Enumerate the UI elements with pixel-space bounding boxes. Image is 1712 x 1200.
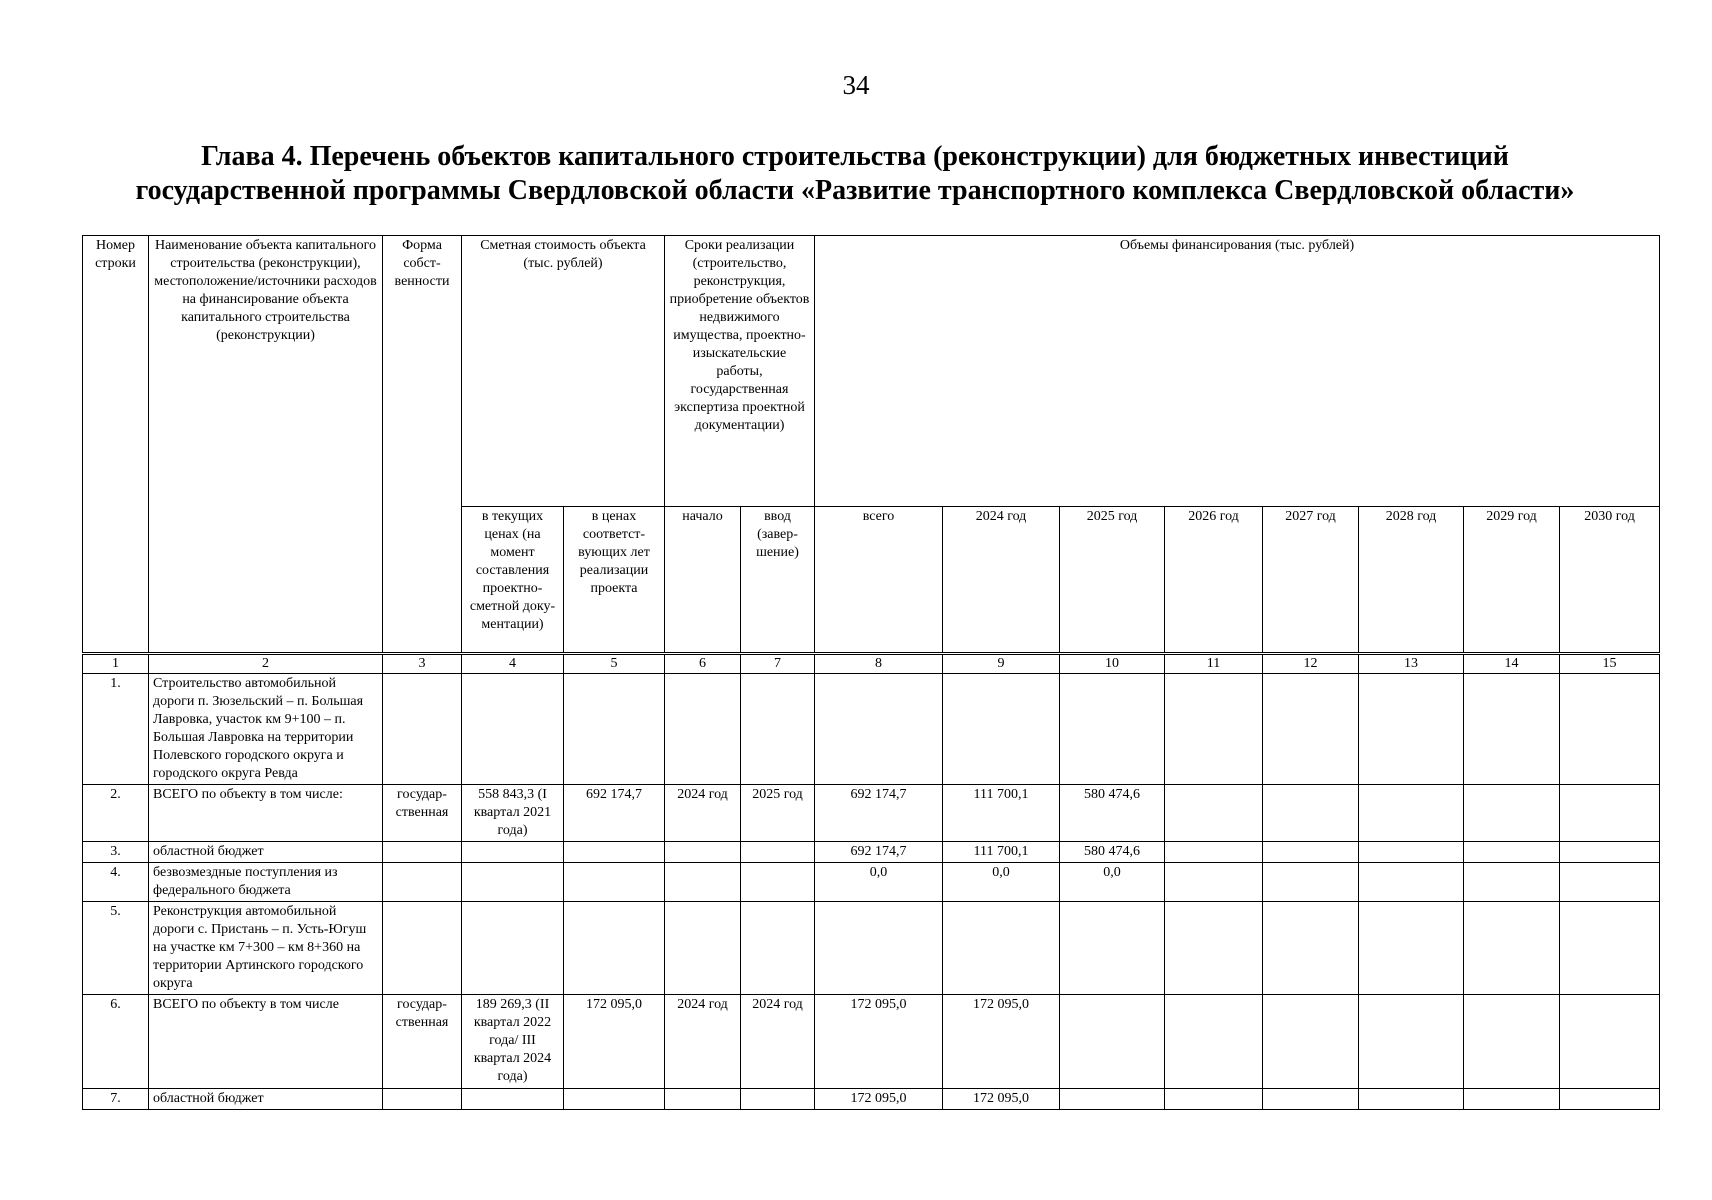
table-cell — [1464, 902, 1560, 995]
column-number-cell: 8 — [815, 655, 943, 674]
table-cell — [1464, 674, 1560, 785]
table-cell — [383, 863, 462, 902]
table-cell — [815, 674, 943, 785]
table-cell — [1263, 842, 1359, 863]
table-cell — [1560, 842, 1660, 863]
row-number-cell: 1. — [83, 674, 149, 785]
table-cell — [815, 902, 943, 995]
table-cell — [1560, 785, 1660, 842]
table-cell — [665, 902, 741, 995]
table-cell — [1263, 674, 1359, 785]
table-cell: 580 474,6 — [1060, 842, 1165, 863]
header-year: 2024 год — [943, 507, 1060, 653]
table-cell: 111 700,1 — [943, 842, 1060, 863]
table-cell: 0,0 — [815, 863, 943, 902]
table-cell — [1464, 995, 1560, 1089]
header-year: 2030 год — [1560, 507, 1660, 653]
column-number-cell: 2 — [149, 655, 383, 674]
column-number-cell: 4 — [462, 655, 564, 674]
table-cell — [741, 1089, 815, 1110]
table-cell — [1060, 1089, 1165, 1110]
table-cell: 111 700,1 — [943, 785, 1060, 842]
table-cell — [741, 674, 815, 785]
row-number-cell: 7. — [83, 1089, 149, 1110]
column-number-cell: 13 — [1359, 655, 1464, 674]
table-cell — [665, 863, 741, 902]
table-cell: государ-ственная — [383, 995, 462, 1089]
table-cell — [665, 1089, 741, 1110]
column-number-row — [83, 655, 1660, 674]
object-name-cell: областной бюджет — [149, 842, 383, 863]
table-cell — [1060, 902, 1165, 995]
column-number-cell: 14 — [1464, 655, 1560, 674]
header-year: 2028 год — [1359, 507, 1464, 653]
table-cell — [1263, 1089, 1359, 1110]
column-number-cell: 15 — [1560, 655, 1660, 674]
table-cell — [1560, 1089, 1660, 1110]
table-cell: 172 095,0 — [815, 1089, 943, 1110]
table-cell — [741, 842, 815, 863]
table-row — [83, 1089, 1660, 1110]
table-cell — [1359, 863, 1464, 902]
table-cell — [564, 674, 665, 785]
table-cell: 692 174,7 — [564, 785, 665, 842]
table-cell — [462, 902, 564, 995]
chapter-title — [90, 140, 1620, 208]
table-cell — [1165, 674, 1263, 785]
column-number-cell: 1 — [83, 655, 149, 674]
table-cell — [1464, 842, 1560, 863]
table-cell — [1359, 995, 1464, 1089]
table-row — [83, 842, 1660, 863]
table-row — [83, 785, 1660, 842]
table-cell — [462, 863, 564, 902]
table-cell — [1165, 863, 1263, 902]
row-number-cell: 3. — [83, 842, 149, 863]
column-number-cell: 3 — [383, 655, 462, 674]
header-cost-years: в ценах соответст-вующих лет реализации проекта — [564, 507, 665, 653]
header-cost-current: в текущих ценах (на момент составления проектно-сметной доку-ментации) — [462, 507, 564, 653]
table-cell — [1560, 674, 1660, 785]
table-cell — [462, 674, 564, 785]
table-cell — [665, 674, 741, 785]
table-cell: 0,0 — [1060, 863, 1165, 902]
table-cell — [1060, 995, 1165, 1089]
table-cell: 172 095,0 — [564, 995, 665, 1089]
table-cell — [1560, 863, 1660, 902]
table-cell: 172 095,0 — [943, 1089, 1060, 1110]
header-ownership: Форма собст-венности — [383, 236, 462, 653]
header-start: начало — [665, 507, 741, 653]
table-cell — [1263, 863, 1359, 902]
table-cell — [1560, 995, 1660, 1089]
column-number-cell: 6 — [665, 655, 741, 674]
column-number-cell: 9 — [943, 655, 1060, 674]
header-finish: ввод (завер-шение) — [741, 507, 815, 653]
table-cell — [462, 842, 564, 863]
table-cell — [383, 1089, 462, 1110]
table-cell: 2025 год — [741, 785, 815, 842]
table-cell — [665, 842, 741, 863]
table-cell — [1359, 902, 1464, 995]
table-cell: 692 174,7 — [815, 842, 943, 863]
table-cell — [564, 1089, 665, 1110]
table-cell — [383, 902, 462, 995]
page-number: 34 — [842, 70, 870, 100]
chapter-title-line-2: государственной программы Свердловской области «Развитие транспортного комплекса Свердловской области» — [135, 175, 1575, 206]
table-cell — [383, 674, 462, 785]
table-cell — [1359, 1089, 1464, 1110]
table-cell: 2024 год — [665, 785, 741, 842]
table-cell: 558 843,3 (I квартал 2021 года) — [462, 785, 564, 842]
row-number-cell: 2. — [83, 785, 149, 842]
table-row — [83, 902, 1660, 995]
table-cell — [1263, 902, 1359, 995]
header-year: 2026 год — [1165, 507, 1263, 653]
table-cell — [1165, 902, 1263, 995]
header-year: 2027 год — [1263, 507, 1359, 653]
table-cell: 2024 год — [665, 995, 741, 1089]
table-cell: 692 174,7 — [815, 785, 943, 842]
object-name-cell: Строительство автомобильной дороги п. Зюзельский – п. Большая Лавровка, участок км 9+100 – п. Большая Лавровка на территории Полевского городского округа и городского округа Ревда — [149, 674, 383, 785]
table-cell — [564, 863, 665, 902]
header-object-name: Наименование объекта капитального строительства (реконструкции), местоположение/источники расходов на финансирование объекта капитального строительства (реконструкции) — [149, 236, 383, 653]
table-cell: государ-ственная — [383, 785, 462, 842]
table-cell: 189 269,3 (II квартал 2022 года/ III квартал 2024 года) — [462, 995, 564, 1089]
object-name-cell: ВСЕГО по объекту в том числе: — [149, 785, 383, 842]
column-number-cell: 5 — [564, 655, 665, 674]
table-cell — [1359, 785, 1464, 842]
chapter-title-line-1: Глава 4. Перечень объектов капитального строительства (реконструкции) для бюджетных инвестиций — [201, 141, 1509, 172]
column-number-cell: 7 — [741, 655, 815, 674]
column-number-cell: 12 — [1263, 655, 1359, 674]
table-row — [83, 863, 1660, 902]
table-cell: 172 095,0 — [943, 995, 1060, 1089]
table-header — [82, 235, 1660, 653]
table-cell: 0,0 — [943, 863, 1060, 902]
table-cell — [383, 842, 462, 863]
table-cell: 580 474,6 — [1060, 785, 1165, 842]
table-cell — [1464, 1089, 1560, 1110]
table-cell: 172 095,0 — [815, 995, 943, 1089]
table-cell — [943, 674, 1060, 785]
table-cell — [1263, 995, 1359, 1089]
column-number-cell: 11 — [1165, 655, 1263, 674]
table-cell: 2024 год — [741, 995, 815, 1089]
table-cell — [741, 902, 815, 995]
object-name-cell: ВСЕГО по объекту в том числе — [149, 995, 383, 1089]
header-year: 2029 год — [1464, 507, 1560, 653]
column-number-cell: 10 — [1060, 655, 1165, 674]
table-cell — [564, 902, 665, 995]
table-row — [83, 995, 1660, 1089]
table-cell — [1359, 842, 1464, 863]
table-cell — [1165, 1089, 1263, 1110]
table-cell — [1060, 674, 1165, 785]
object-name-cell: Реконструкция автомобильной дороги с. Пристань – п. Усть-Югуш на участке км 7+300 – км 8+360 на территории Артинского городского округа — [149, 902, 383, 995]
header-estimated-cost: Сметная стоимость объекта (тыс. рублей) — [462, 236, 665, 507]
table-cell — [462, 1089, 564, 1110]
table-cell — [1165, 785, 1263, 842]
header-row-number: Номер строки — [83, 236, 149, 653]
table-cell — [564, 842, 665, 863]
table-cell — [1165, 842, 1263, 863]
table-cell — [1464, 785, 1560, 842]
table-cell — [1165, 995, 1263, 1089]
row-number-cell: 6. — [83, 995, 149, 1089]
object-name-cell: областной бюджет — [149, 1089, 383, 1110]
table-cell — [741, 863, 815, 902]
table-cell — [943, 902, 1060, 995]
row-number-cell: 4. — [83, 863, 149, 902]
header-funding: Объемы финансирования (тыс. рублей) — [815, 236, 1660, 507]
header-total: всего — [815, 507, 943, 653]
table-cell — [1359, 674, 1464, 785]
table-cell — [1560, 902, 1660, 995]
table-cell — [1464, 863, 1560, 902]
table-cell — [1263, 785, 1359, 842]
header-terms: Сроки реализации (строительство, реконструкция, приобретение объектов недвижимого имущества, проектно-изыскательские работы, государственная экспертиза проектной документации) — [665, 236, 815, 507]
row-number-cell: 5. — [83, 902, 149, 995]
table-body — [82, 654, 1660, 1110]
table-row — [83, 674, 1660, 785]
object-name-cell: безвозмездные поступления из федерального бюджета — [149, 863, 383, 902]
header-year: 2025 год — [1060, 507, 1165, 653]
